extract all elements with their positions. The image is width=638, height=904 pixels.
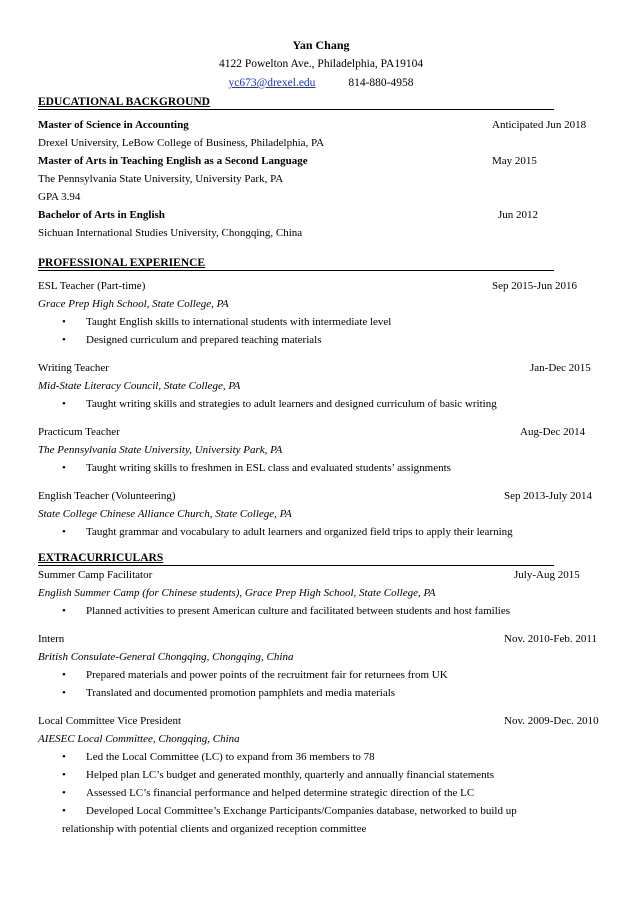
role-title: ESL Teacher (Part-time) [38,280,146,292]
organization: AIESEC Local Committee, Chongqing, China [38,733,240,745]
role-date: July-Aug 2015 [514,569,580,581]
degree-title: Master of Science in Accounting [38,119,189,131]
experience-heading: PROFESSIONAL EXPERIENCE [38,256,554,271]
bullet-item: • Led the Local Committee (LC) to expand from 36 members to 78 [62,748,604,766]
extracurricular-entry-header [38,712,604,730]
bullet-list [38,313,604,349]
education-institution: The Pennsylvania State University, University Park, PA [38,173,284,185]
extracurricular-entry [38,712,604,838]
degree-title: Master of Arts in Teaching English as a Second Language [38,155,308,167]
phone-number: 814-880-4958 [348,77,414,89]
degree-date: May 2015 [492,155,537,167]
organization: British Consulate-General Chongqing, Chongqing, China [38,651,294,663]
degree-date: Jun 2012 [498,209,539,221]
organization: The Pennsylvania State University, University Park, PA [38,444,283,456]
role-date: Nov. 2010-Feb. 2011 [504,633,597,645]
degree-title: Bachelor of Arts in English [38,209,165,221]
education-entry-header [38,152,604,170]
education-heading: EDUCATIONAL BACKGROUND [38,95,554,110]
education-entry-header [38,206,604,224]
role-title: Practicum Teacher [38,426,120,438]
extracurricular-entry-header [38,566,604,584]
extracurriculars-section [38,551,604,838]
experience-entry [38,359,604,413]
education-institution: Drexel University, LeBow College of Business, Philadelphia, PA [38,137,325,149]
experience-entry [38,487,604,541]
role-date: Sep 2015-Jun 2016 [492,280,577,292]
resume-header [38,36,604,93]
bullet-item: • Taught writing skills and strategies to adult learners and designed curriculum of basic writing [62,395,604,413]
role-title: English Teacher (Volunteering) [38,490,176,502]
bullet-item: • Prepared materials and power points of the recruitment fair for returnees from UK [62,666,604,684]
candidate-address: 4122 Powelton Ave., Philadelphia, PA19104 [218,58,424,70]
bullet-continuation: relationship with potential clients and organized reception committee [62,823,367,835]
experience-entry-header [38,423,604,441]
role-date: Nov. 2009-Dec. 2010 [504,715,599,727]
bullet-list [38,459,604,477]
bullet-list [38,748,604,820]
extracurriculars-heading: EXTRACURRICULARS [38,551,554,566]
degree-date: Anticipated Jun 2018 [492,119,587,131]
bullet-list [38,602,604,620]
role-title: Writing Teacher [38,362,109,374]
bullet-item: • Designed curriculum and prepared teaching materials [62,331,604,349]
bullet-item: • Assessed LC’s financial performance and helped determine strategic direction of the LC [62,784,604,802]
organization: English Summer Camp (for Chinese students), Grace Prep High School, State College, PA [38,587,436,599]
email-link[interactable]: yc673@drexel.edu [228,77,316,89]
bullet-item: • Planned activities to present American culture and facilitated between students and host families [62,602,604,620]
role-title: Intern [38,633,65,645]
organization: State College Chinese Alliance Church, State College, PA [38,508,292,520]
contact-line [38,74,604,93]
education-institution: Sichuan International Studies University, Chongqing, China [38,227,303,239]
bullet-list [38,666,604,702]
extracurricular-entry [38,630,604,702]
experience-section [38,256,604,541]
organization: Mid-State Literacy Council, State College, PA [38,380,241,392]
role-date: Jan-Dec 2015 [530,362,591,374]
candidate-name: Yan Chang [292,38,350,52]
education-section [38,95,604,242]
role-title: Summer Camp Facilitator [38,569,153,581]
bullet-list [38,523,604,541]
role-date: Sep 2013-July 2014 [504,490,592,502]
extracurricular-entry [38,566,604,620]
bullet-item: • Translated and documented promotion pamphlets and media materials [62,684,604,702]
organization: Grace Prep High School, State College, PA [38,298,229,310]
bullet-item: • Taught grammar and vocabulary to adult learners and organized field trips to apply their learning [62,523,604,541]
education-entry-header [38,116,604,134]
bullet-item: • Helped plan LC’s budget and generated monthly, quarterly and annually financial statements [62,766,604,784]
bullet-list [38,395,604,413]
extracurricular-entry-header [38,630,604,648]
experience-entry-header [38,359,604,377]
bullet-item: • Developed Local Committee’s Exchange Participants/Companies database, networked to build up [62,802,604,820]
experience-entry-header [38,487,604,505]
education-gpa: GPA 3.94 [38,191,81,203]
experience-entry [38,423,604,477]
role-title: Local Committee Vice President [38,715,182,727]
bullet-item: • Taught English skills to international students with intermediate level [62,313,604,331]
bullet-item: • Taught writing skills to freshmen in ESL class and evaluated students’ assignments [62,459,604,477]
experience-entry-header [38,277,604,295]
experience-entry [38,277,604,349]
resume-page [38,36,604,848]
role-date: Aug-Dec 2014 [520,426,586,438]
